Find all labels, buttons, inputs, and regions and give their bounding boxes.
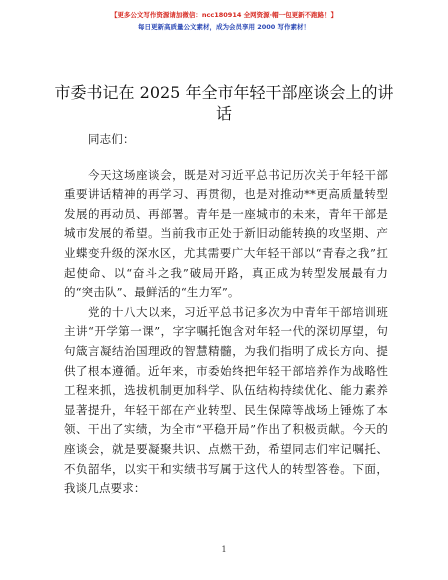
- document-title: 市委书记在 2025 年全市年轻干部座谈会上的讲话: [54, 83, 394, 123]
- promo-banner-line-2: 每日更新高质量公文素材，成为会员享用 2000 写作素材！: [137, 23, 311, 31]
- promo-banner-line-1: 【更多公文写作资源请加微信：ncc180914 全网资源·帽一包更新不跑路！】: [110, 11, 338, 19]
- salutation: 同志们：: [88, 132, 135, 146]
- document-body: [64, 130, 388, 499]
- paragraph-1: 今天这场座谈会，既是对习近平总书记历次关于年轻干部重要讲话精神的再学习、再贯彻，也是对推动**更高质量转型发展的再动员、再部署。青年是一座城市的未来，青年干部是城市发展的希望。当前我市正处于新旧动能转换的攻坚期、产业蝶变升级的深水区，尤其需要广大年轻干部以“青春之我”扛起使命、以“奋斗之我”破局开路，真正成为转型发展最有力的“突击队”、最鲜活的“生力军”。: [64, 167, 388, 300]
- paragraph-2: 党的十八大以来，习近平总书记多次为中青年干部培训班主讲“开学第一课”，字字嘱托饱含对年轻一代的深切厚望，句句箴言凝结治国理政的智慧精髓，为我们指明了成长方向、提供了根本遵循。近年来，市委始终把年轻干部培养作为战略性工程来抓，选拔机制更加科学、队伍结构持续优化、能力素养显著提升，年轻干部在产业转型、民生保障等战场上锤炼了本领、干出了实绩，为全市“平稳开局”作出了积极贡献。今天的座谈会，就是要凝聚共识、点燃干劲，希望同志们牢记嘱托、不负韶华，以实干和实绩书写属于这代人的转型答卷。下面，我谈几点要求：: [64, 304, 388, 496]
- page-number: 1: [221, 545, 227, 554]
